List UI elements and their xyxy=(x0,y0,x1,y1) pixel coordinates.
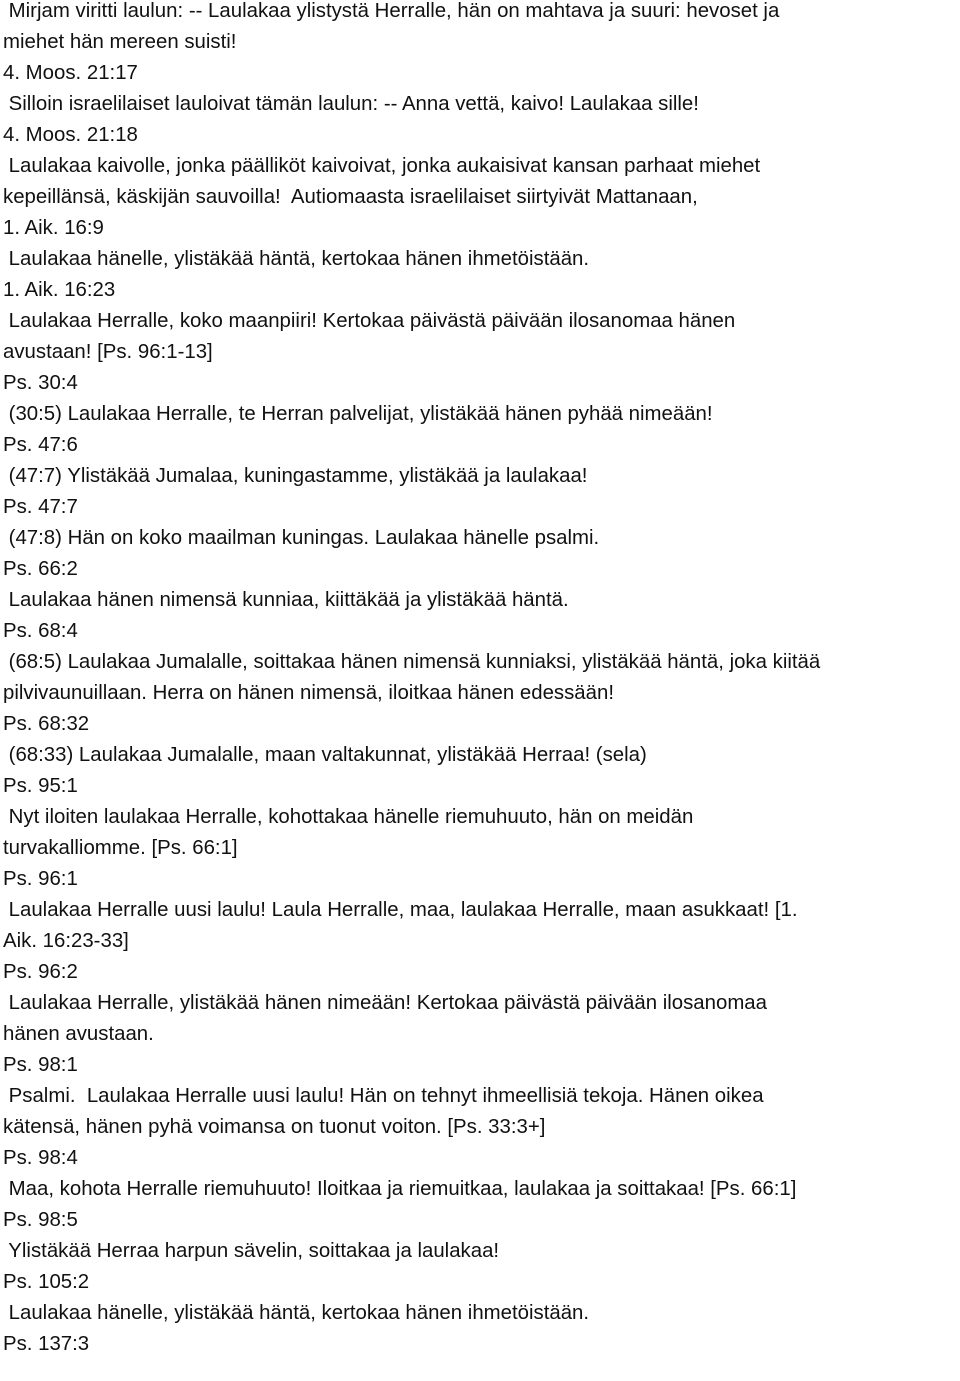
verse-reference: Ps. 66:2 xyxy=(3,558,78,580)
verse-reference: Ps. 98:4 xyxy=(3,1147,78,1169)
verse-text-line: Laulakaa hänen nimensä kunniaa, kiittäkää ja ylistäkää häntä. xyxy=(3,589,569,611)
verse-reference: 4. Moos. 21:17 xyxy=(3,62,138,84)
verse-text-line: Ylistäkää Herraa harpun sävelin, soittakaa ja laulakaa! xyxy=(3,1240,500,1262)
verse-text-line: Laulakaa Herralle, koko maanpiiri! Kertokaa päivästä päivään ilosanomaa hänen xyxy=(3,310,736,332)
verse-text-line: Psalmi. Laulakaa Herralle uusi laulu! Hän on tehnyt ihmeellisiä tekoja. Hänen oikea xyxy=(3,1085,764,1107)
verse-reference: 1. Aik. 16:23 xyxy=(3,279,116,301)
verse-reference: Ps. 96:1 xyxy=(3,868,78,890)
verse-reference: Ps. 68:4 xyxy=(3,620,78,642)
verse-reference: 1. Aik. 16:9 xyxy=(3,217,104,239)
verse-text-line: Laulakaa Herralle uusi laulu! Laula Herralle, maa, laulakaa Herralle, maan asukkaat! [1. xyxy=(3,899,798,921)
verse-text-line: Laulakaa kaivolle, jonka päälliköt kaivoivat, jonka aukaisivat kansan parhaat miehet xyxy=(3,155,761,177)
verse-text-line: (30:5) Laulakaa Herralle, te Herran palvelijat, ylistäkää hänen pyhää nimeään! xyxy=(3,403,713,425)
verse-reference: Ps. 47:7 xyxy=(3,496,78,518)
verse-text-line: miehet hän mereen suisti! xyxy=(3,31,237,53)
verse-reference: Ps. 137:3 xyxy=(3,1333,90,1355)
verse-text-line: Maa, kohota Herralle riemuhuuto! Iloitkaa ja riemuitkaa, laulakaa ja soittakaa! [Ps. 66:1] xyxy=(3,1178,797,1200)
verse-text-line: Nyt iloiten laulakaa Herralle, kohottakaa hänelle riemuhuuto, hän on meidän xyxy=(3,806,694,828)
verse-reference: Ps. 68:32 xyxy=(3,713,90,735)
verse-text-line: Aik. 16:23-33] xyxy=(3,930,129,952)
verse-text-line: Mirjam viritti laulun: -- Laulakaa ylistystä Herralle, hän on mahtava ja suuri: hevoset ja xyxy=(3,0,780,22)
verse-text-line: Laulakaa hänelle, ylistäkää häntä, kertokaa hänen ihmetöistään. xyxy=(3,1302,590,1324)
verse-text-line: (68:33) Laulakaa Jumalalle, maan valtakunnat, ylistäkää Herraa! (sela) xyxy=(3,744,647,766)
verse-reference: Ps. 105:2 xyxy=(3,1271,90,1293)
verse-text-line: avustaan! [Ps. 96:1-13] xyxy=(3,341,213,363)
verse-text-line: (47:8) Hän on koko maailman kuningas. Laulakaa hänelle psalmi. xyxy=(3,527,600,549)
verse-reference: Ps. 95:1 xyxy=(3,775,78,797)
verse-reference: Ps. 96:2 xyxy=(3,961,78,983)
verse-text-line: (47:7) Ylistäkää Jumalaa, kuningastamme, ylistäkää ja laulakaa! xyxy=(3,465,588,487)
verse-reference: 4. Moos. 21:18 xyxy=(3,124,138,146)
verse-text-line: kätensä, hänen pyhä voimansa on tuonut voiton. [Ps. 33:3+] xyxy=(3,1116,546,1138)
verse-text-line: Silloin israelilaiset lauloivat tämän laulun: -- Anna vettä, kaivo! Laulakaa sille! xyxy=(3,93,699,115)
verse-text-line: pilvivaunuillaan. Herra on hänen nimensä, iloitkaa hänen edessään! xyxy=(3,682,614,704)
verse-text-line: Laulakaa Herralle, ylistäkää hänen nimeään! Kertokaa päivästä päivään ilosanomaa xyxy=(3,992,767,1014)
verse-text-line: turvakalliomme. [Ps. 66:1] xyxy=(3,837,238,859)
verse-text-line: (68:5) Laulakaa Jumalalle, soittakaa hänen nimensä kunniaksi, ylistäkää häntä, joka kiitää xyxy=(3,651,821,673)
verse-text-line: Laulakaa hänelle, ylistäkää häntä, kertokaa hänen ihmetöistään. xyxy=(3,248,590,270)
verse-reference: Ps. 98:5 xyxy=(3,1209,78,1231)
verse-text-line: hänen avustaan. xyxy=(3,1023,154,1045)
verse-reference: Ps. 47:6 xyxy=(3,434,78,456)
verse-list xyxy=(3,0,960,1360)
verse-reference: Ps. 98:1 xyxy=(3,1054,78,1076)
verse-text-line: kepeillänsä, käskijän sauvoilla! Autiomaasta israelilaiset siirtyivät Mattanaan, xyxy=(3,186,698,208)
verse-reference: Ps. 30:4 xyxy=(3,372,78,394)
